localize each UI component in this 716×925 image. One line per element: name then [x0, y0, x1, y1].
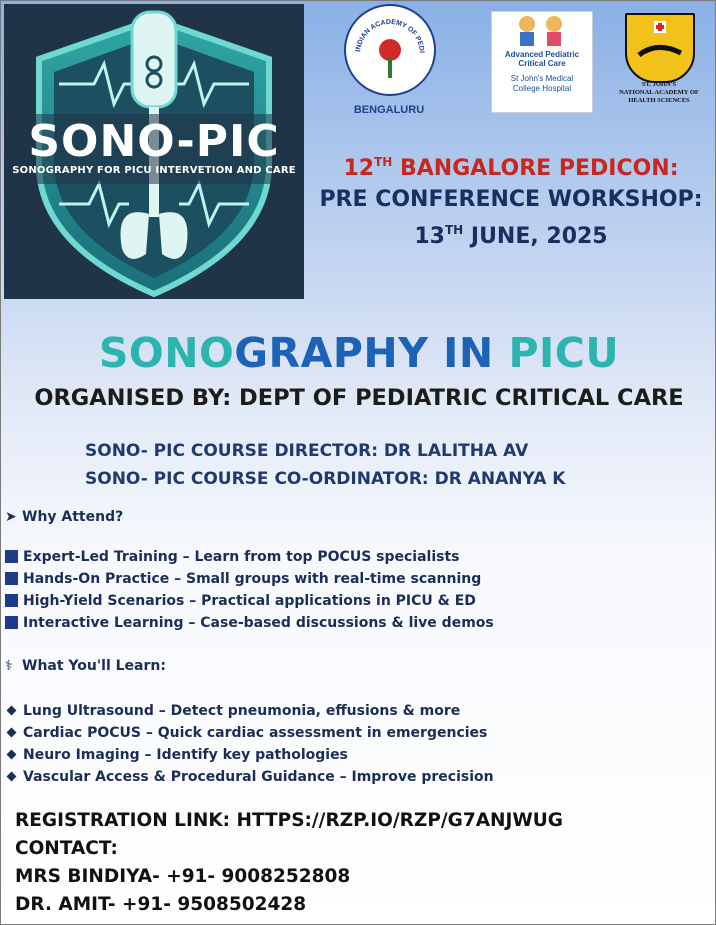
footer [15, 807, 563, 919]
list-item: Vascular Access & Procedural Guidance – Improve precision [5, 766, 494, 788]
bullet-diamond-icon [7, 750, 17, 760]
stethoscope-icon: ⚕ [5, 658, 13, 674]
list-item: Hands-On Practice – Small groups with real-time scanning [5, 568, 494, 590]
event-line-3: 13TH JUNE, 2025 [414, 223, 608, 249]
main-title: SONOGRAPHY IN PICU [98, 329, 620, 377]
stjohns-line3: St John's Medical College Hospital [510, 74, 574, 93]
bullet-diamond-icon [7, 706, 17, 716]
iap-seal-icon [344, 4, 436, 96]
iap-logo [334, 4, 444, 119]
logo-title: SONO-PIC [28, 116, 280, 167]
bullet-diamond-icon [7, 772, 17, 782]
list-item: Cardiac POCUS – Quick cardiac assessment in emergencies [5, 722, 494, 744]
why-attend-heading: ➤ Why Attend? [5, 509, 124, 525]
event-headline [311, 147, 711, 252]
course-director: SONO- PIC COURSE DIRECTOR: DR LALITHA AV [85, 441, 529, 461]
sono-pic-logo [4, 4, 304, 299]
list-item: Neuro Imaging – Identify key pathologies [5, 744, 494, 766]
what-learn-heading: ⚕ What You'll Learn: [5, 658, 166, 674]
children-icon [492, 12, 592, 48]
logo-subtitle: SONOGRAPHY FOR PICU INTERVETION AND CARE [12, 165, 296, 176]
event-line-2: PRE CONFERENCE WORKSHOP: [319, 187, 703, 212]
stjohns-hospital-logo [491, 11, 593, 113]
registration-link[interactable]: REGISTRATION LINK: HTTPS://RZP.IO/RZP/G7ANJWUG [15, 810, 563, 831]
bullet-diamond-icon [7, 728, 17, 738]
event-line-1: 12TH BANGALORE PEDICON: [343, 155, 679, 181]
contact-label: CONTACT: [15, 838, 118, 859]
why-attend-list [5, 546, 494, 634]
list-item: Interactive Learning – Case-based discussions & live demos [5, 612, 494, 634]
crest-icon [625, 13, 695, 83]
bullet-square-icon [5, 616, 18, 629]
contact-bindiya: MRS BINDIYA- +91- 9008252808 [15, 866, 351, 887]
bullet-square-icon [5, 572, 18, 585]
list-item: High-Yield Scenarios – Practical applications in PICU & ED [5, 590, 494, 612]
course-coordinator: SONO- PIC COURSE CO-ORDINATOR: DR ANANYA K [85, 469, 566, 489]
nahs-logo [613, 13, 705, 115]
rocket-icon: ➤ [5, 509, 17, 525]
list-item: Lung Ultrasound – Detect pneumonia, effusions & more [5, 700, 494, 722]
bullet-square-icon [5, 550, 18, 563]
iap-city: BENGALURU [353, 104, 425, 116]
stjohns-line1: Advanced Pediatric Critical Care [504, 50, 580, 68]
nahs-name: ST. JOHN'S NATIONAL ACADEMY OF HEALTH SCIENCES [619, 81, 699, 104]
contact-amit: DR. AMIT- +91- 9508502428 [15, 894, 307, 915]
list-item: Expert-Led Training – Learn from top POCUS specialists [5, 546, 494, 568]
iap-name: INDIAN ACADEMY OF PEDI [355, 18, 425, 54]
organiser: ORGANISED BY: DEPT OF PEDIATRIC CRITICAL CARE [34, 385, 684, 411]
what-learn-list [5, 700, 494, 788]
bullet-square-icon [5, 594, 18, 607]
